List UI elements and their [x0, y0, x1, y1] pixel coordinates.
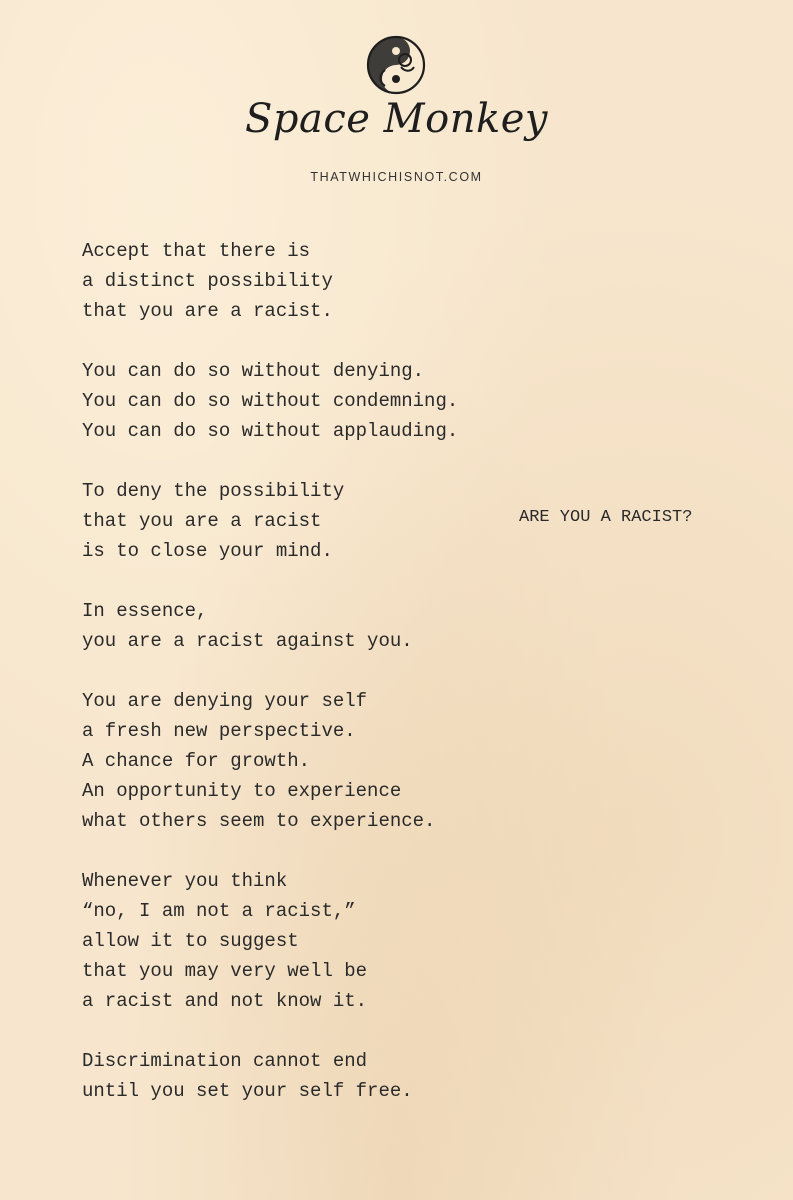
- poem-line: a distinct possibility: [82, 270, 333, 292]
- poem-stanza: [82, 686, 522, 836]
- brand-name: Space Monkey: [245, 96, 548, 142]
- poem-title: ARE YOU A RACIST?: [519, 508, 693, 527]
- poem-line: that you are a racist: [82, 510, 322, 532]
- poem-line: that you may very well be: [82, 960, 368, 982]
- poem-line: a fresh new perspective.: [82, 720, 356, 742]
- poem-stanza: [82, 476, 522, 566]
- poem-body: [82, 236, 522, 1136]
- poem-line: An opportunity to experience: [82, 780, 402, 802]
- poem-line: until you set your self free.: [82, 1080, 413, 1102]
- poem-line: that you are a racist.: [82, 300, 333, 322]
- poem-line: You can do so without denying.: [82, 360, 425, 382]
- poem-line: you are a racist against you.: [82, 630, 413, 652]
- poem-stanza: [82, 1046, 522, 1106]
- poem-stanza: [82, 866, 522, 1016]
- poem-line: Discrimination cannot end: [82, 1050, 368, 1072]
- poem-line: You can do so without applauding.: [82, 420, 459, 442]
- poem-line: You can do so without condemning.: [82, 390, 459, 412]
- poem-stanza: [82, 596, 522, 656]
- poem-line: what others seem to experience.: [82, 810, 436, 832]
- poem-line: A chance for growth.: [82, 750, 311, 772]
- poem-line: allow it to suggest: [82, 930, 299, 952]
- poem-line: a racist and not know it.: [82, 990, 368, 1012]
- poem-stanza: [82, 236, 522, 326]
- brand-url: THATWHICHISNOT.COM: [310, 170, 483, 184]
- poem-line: Accept that there is: [82, 240, 311, 262]
- poem-line: Whenever you think: [82, 870, 288, 892]
- poem-line: In essence,: [82, 600, 208, 622]
- poem-line: To deny the possibility: [82, 480, 345, 502]
- poem-stanza: [82, 356, 522, 446]
- poem-line: You are denying your self: [82, 690, 368, 712]
- poem-line: is to close your mind.: [82, 540, 333, 562]
- poem-line: “no, I am not a racist,”: [82, 900, 356, 922]
- space-monkey-emblem-icon: [365, 34, 427, 96]
